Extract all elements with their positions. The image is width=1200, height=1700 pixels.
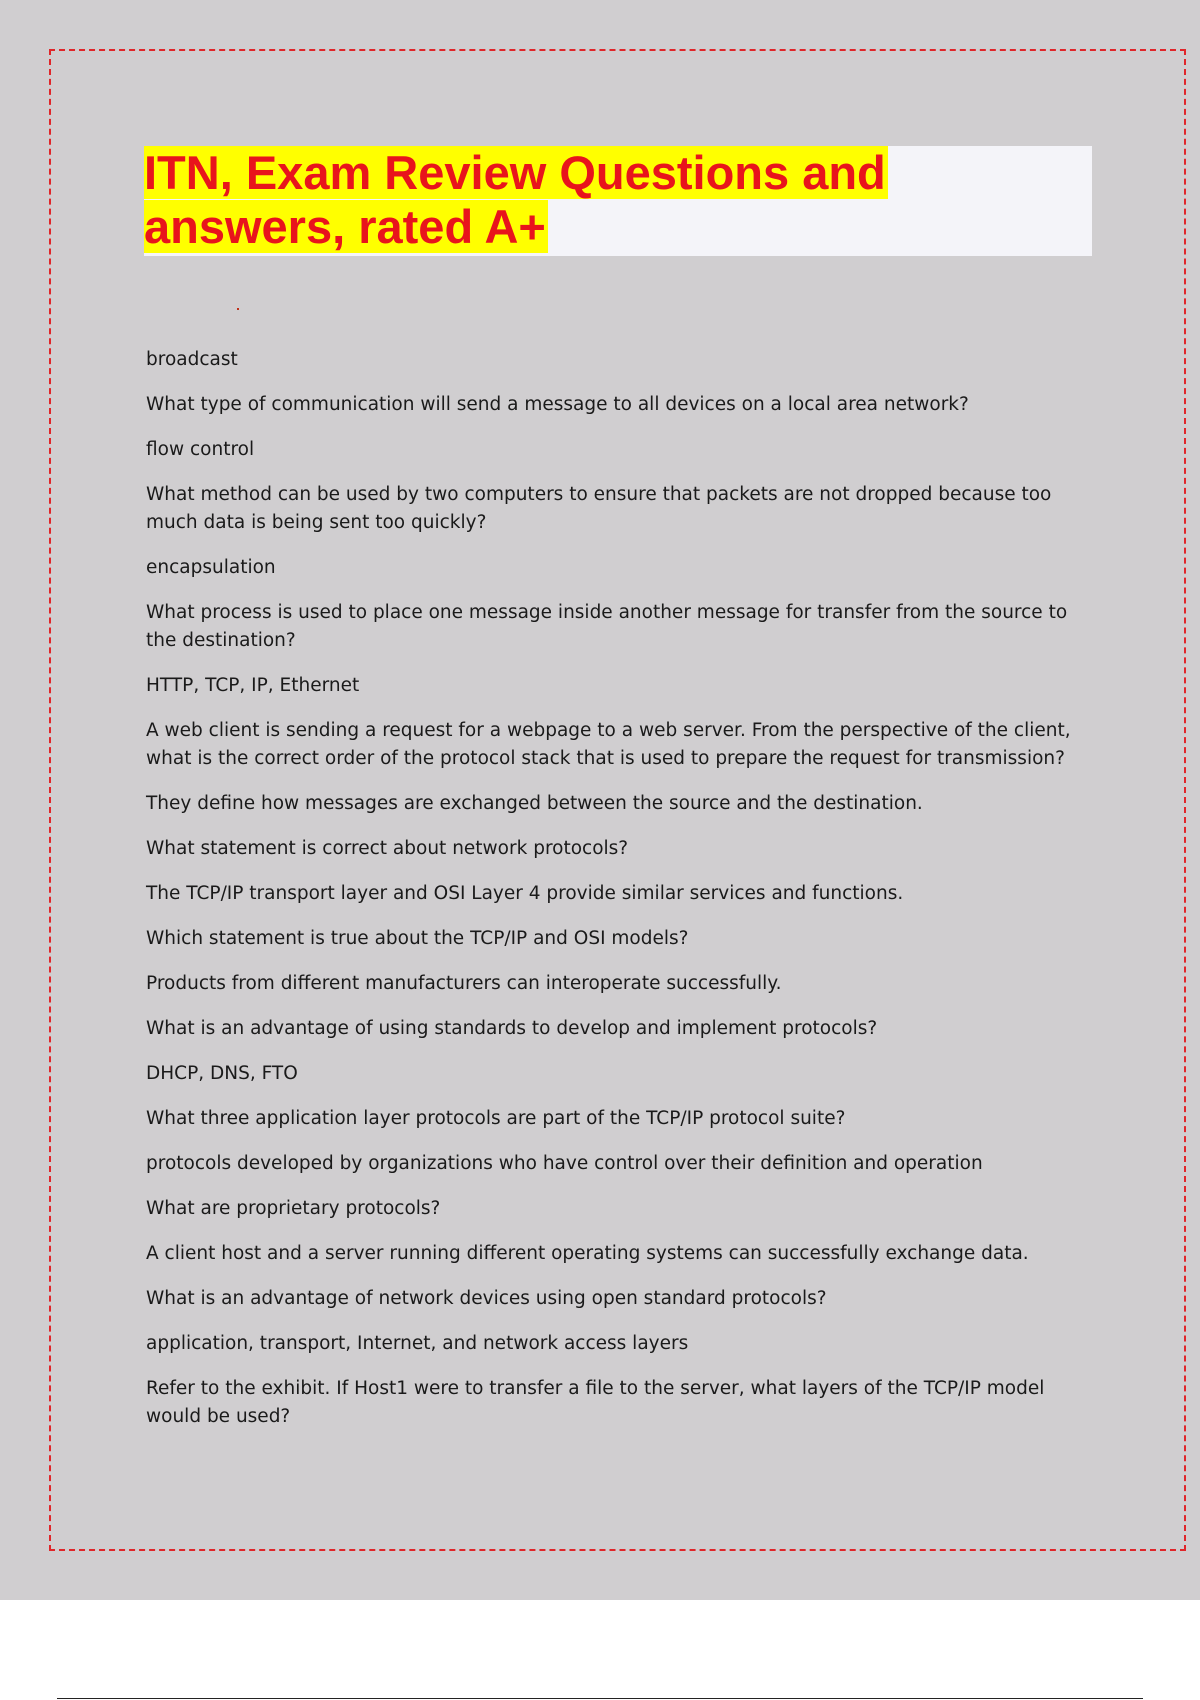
question-text: What is an advantage of using standards to develop and implement protocols? [146,1018,878,1039]
question-text: A web client is sending a request for a webpage to a web server. From the perspective of the client, what is the correct order of the protocol stack that is used to prepare the request for transmission? [146,720,1071,769]
answer-text: encapsulation [146,557,276,578]
question-text: What method can be used by two computers to ensure that packets are not dropped because too much data is being sent too quickly? [146,484,1052,533]
qa-list [146,346,1092,1448]
question-text: What is an advantage of network devices using open standard protocols? [146,1288,827,1309]
footer-rule [57,1698,1143,1699]
answer-text: They define how messages are exchanged between the source and the destination. [146,793,923,814]
document-title [144,146,1092,254]
answer-text: A client host and a server running different operating systems can successfully exchange data. [146,1243,1029,1264]
answer-text: flow control [146,439,255,460]
answer-text: DHCP, DNS, FTO [146,1063,298,1084]
question-text: What process is used to place one message inside another message for transfer from the source to the destination? [146,602,1068,651]
answer-text: application, transport, Internet, and network access layers [146,1333,689,1354]
question-text: What three application layer protocols are part of the TCP/IP protocol suite? [146,1108,846,1129]
answer-text: The TCP/IP transport layer and OSI Layer 4 provide similar services and functions. [146,883,904,904]
question-text: Refer to the exhibit. If Host1 were to transfer a file to the server, what layers of the TCP/IP model would be used? [146,1378,1045,1427]
title-box [144,146,1092,256]
answer-text: protocols developed by organizations who have control over their definition and operation [146,1153,983,1174]
question-text: Which statement is true about the TCP/IP and OSI models? [146,928,689,949]
question-text: What statement is correct about network protocols? [146,838,629,859]
answer-text: broadcast [146,349,238,370]
answer-text: Products from different manufacturers can interoperate successfully. [146,973,782,994]
question-text: What type of communication will send a message to all devices on a local area network? [146,394,969,415]
title-line-2: answers, rated A+ [144,200,546,253]
answer-text: HTTP, TCP, IP, Ethernet [146,675,360,696]
title-line-1: ITN, Exam Review Questions and [144,146,886,199]
question-text: What are proprietary protocols? [146,1198,441,1219]
stray-dot-mark [237,308,239,310]
